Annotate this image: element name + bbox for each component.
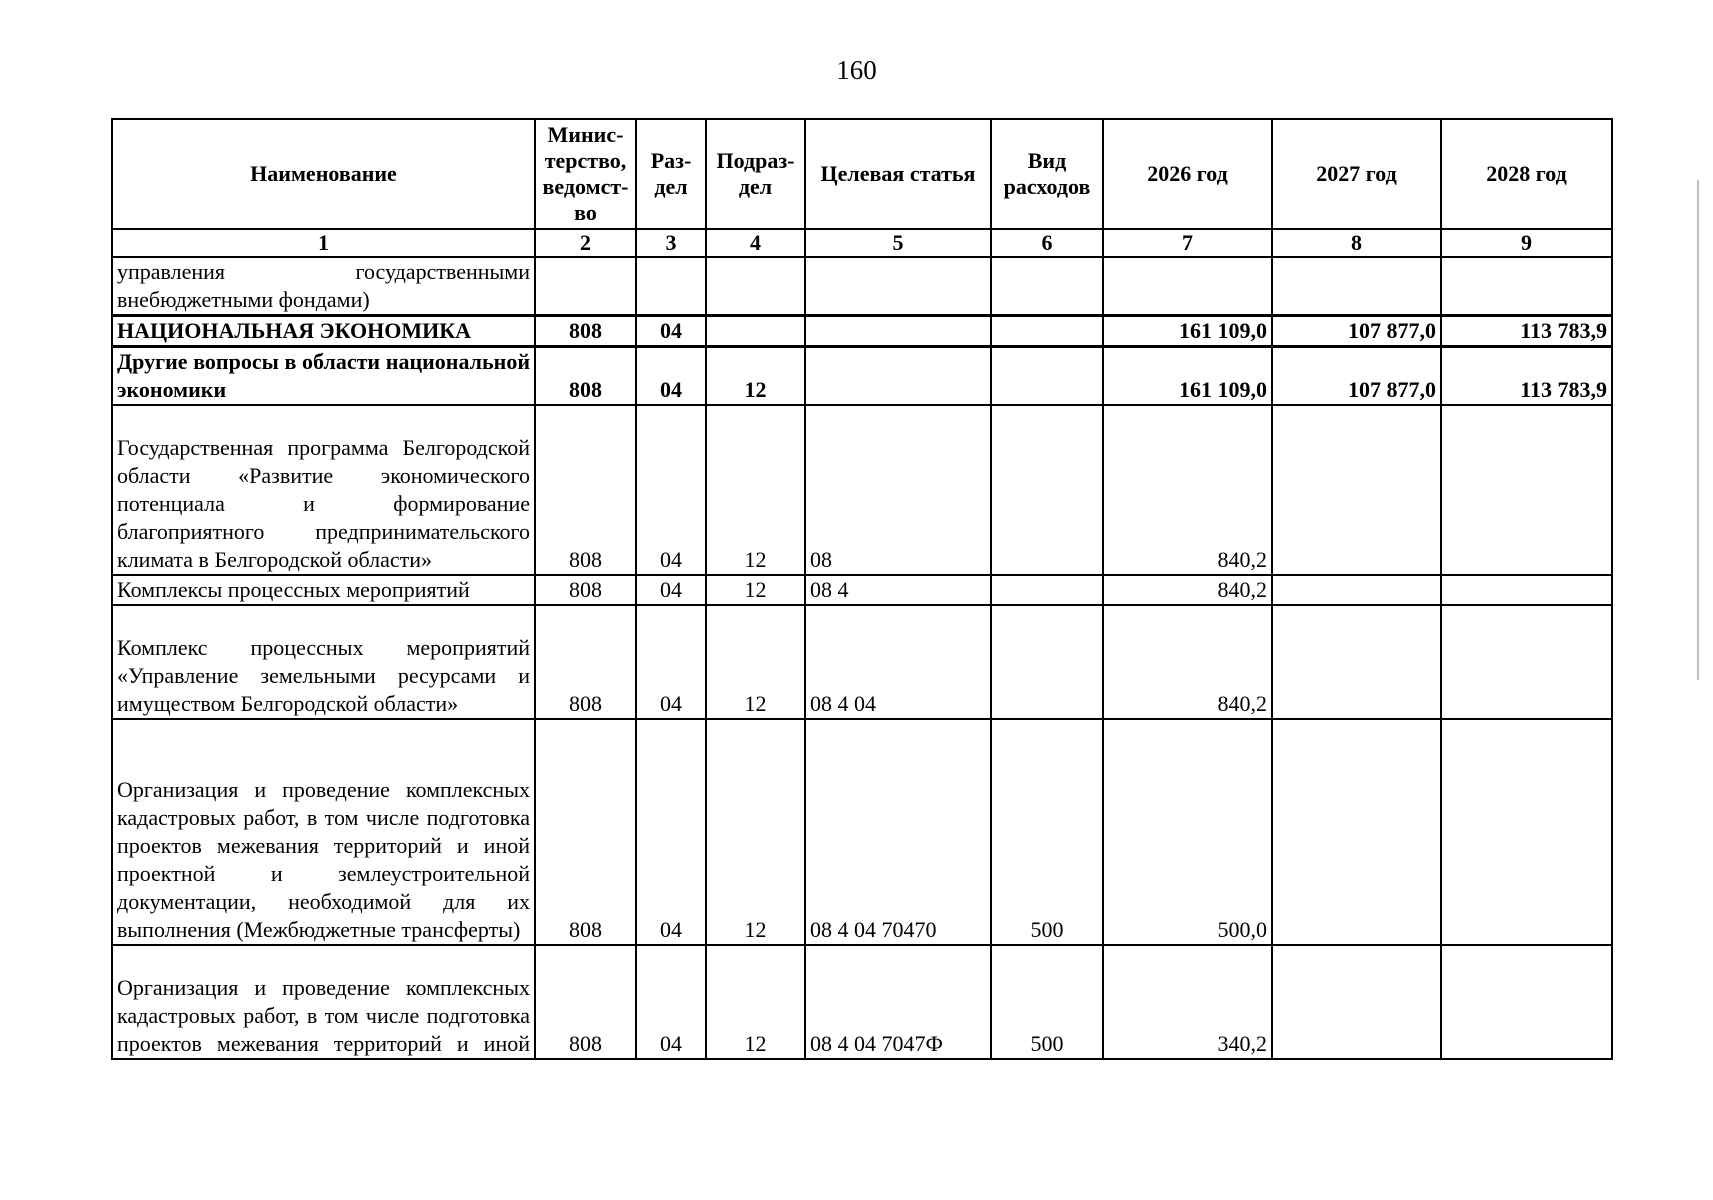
row-ministry: 808 [535,347,636,406]
row-subsection: 12 [706,347,805,406]
row-target-article [805,257,991,316]
table-row [112,316,1612,347]
column-number: 9 [1441,229,1612,257]
scan-edge-line [1697,180,1699,680]
row-target-article: 08 4 04 [805,605,991,719]
row-ministry: 808 [535,575,636,605]
row-subsection: 12 [706,575,805,605]
row-expense-type: 500 [991,945,1103,1059]
row-name: Организация и проведение комплексных кадастровых работ, в том числе подготовка проектов межевания территорий и иной проектной и землеустроительной документации, необходимой для их выполнения (Межбюджетные трансферты) [112,719,535,945]
row-subsection: 12 [706,405,805,575]
row-subsection [706,257,805,316]
row-target-article: 08 4 04 7047Ф [805,945,991,1059]
column-number: 6 [991,229,1103,257]
row-ministry: 808 [535,605,636,719]
row-ministry: 808 [535,719,636,945]
header-target-article: Целевая статья [805,119,991,229]
row-2027 [1272,719,1441,945]
row-2026: 840,2 [1103,605,1272,719]
row-target-article: 08 4 [805,575,991,605]
header-section: Раз-дел [636,119,706,229]
row-2026: 161 109,0 [1103,316,1272,347]
row-2026 [1103,257,1272,316]
row-2028 [1441,257,1612,316]
table-row [112,719,1612,945]
budget-table [111,118,1613,1060]
row-2026: 500,0 [1103,719,1272,945]
row-expense-type: 500 [991,719,1103,945]
row-name: Комплексы процессных мероприятий [112,575,535,605]
row-2026: 840,2 [1103,575,1272,605]
table-row [112,257,1612,316]
row-2028 [1441,575,1612,605]
row-section: 04 [636,316,706,347]
row-expense-type [991,257,1103,316]
row-ministry: 808 [535,316,636,347]
row-2028: 113 783,9 [1441,316,1612,347]
row-expense-type [991,316,1103,347]
row-2027 [1272,605,1441,719]
header-2026: 2026 год [1103,119,1272,229]
header-2027: 2027 год [1272,119,1441,229]
row-ministry [535,257,636,316]
table-row [112,945,1612,1059]
table-row [112,347,1612,406]
row-expense-type [991,347,1103,406]
row-2027: 107 877,0 [1272,316,1441,347]
row-name: Государственная программа Белгородской области «Развитие экономического потенциала и формирование благоприятного предпринимательского климата в Белгородской области» [112,405,535,575]
row-subsection: 12 [706,719,805,945]
row-section: 04 [636,945,706,1059]
row-expense-type [991,575,1103,605]
row-name: управления государственными внебюджетными фондами) [112,257,535,316]
row-section: 04 [636,575,706,605]
table-row [112,575,1612,605]
row-2028: 113 783,9 [1441,347,1612,406]
row-name: Комплекс процессных мероприятий «Управление земельными ресурсами и имуществом Белгородской области» [112,605,535,719]
row-ministry: 808 [535,405,636,575]
row-ministry: 808 [535,945,636,1059]
column-number: 4 [706,229,805,257]
row-section: 04 [636,605,706,719]
row-name: Организация и проведение комплексных кадастровых работ, в том числе подготовка проектов межевания территорий и иной [112,945,535,1059]
row-section: 04 [636,405,706,575]
header-ministry: Минис-терство, ведомст-во [535,119,636,229]
row-section: 04 [636,719,706,945]
row-subsection: 12 [706,605,805,719]
row-2028 [1441,405,1612,575]
header-expense-type: Вид расходов [991,119,1103,229]
row-2026: 840,2 [1103,405,1272,575]
row-name: НАЦИОНАЛЬНАЯ ЭКОНОМИКА [112,316,535,347]
row-section [636,257,706,316]
table-header-row [112,119,1612,229]
column-number: 5 [805,229,991,257]
header-subsection: Подраз-дел [706,119,805,229]
row-2027: 107 877,0 [1272,347,1441,406]
row-2027 [1272,945,1441,1059]
row-2027 [1272,405,1441,575]
row-2028 [1441,719,1612,945]
row-target-article [805,347,991,406]
row-2027 [1272,575,1441,605]
page-number: 160 [836,55,877,85]
row-2028 [1441,605,1612,719]
header-name: Наименование [112,119,535,229]
row-2026: 340,2 [1103,945,1272,1059]
table-row [112,605,1612,719]
column-number: 8 [1272,229,1441,257]
row-expense-type [991,605,1103,719]
row-expense-type [991,405,1103,575]
row-target-article: 08 [805,405,991,575]
table-row [112,405,1612,575]
row-name: Другие вопросы в области национальной экономики [112,347,535,406]
row-subsection: 12 [706,945,805,1059]
row-2026: 161 109,0 [1103,347,1272,406]
row-2027 [1272,257,1441,316]
row-subsection [706,316,805,347]
column-number: 3 [636,229,706,257]
row-target-article [805,316,991,347]
column-number: 2 [535,229,636,257]
row-2028 [1441,945,1612,1059]
column-number: 1 [112,229,535,257]
row-section: 04 [636,347,706,406]
column-number: 7 [1103,229,1272,257]
header-2028: 2028 год [1441,119,1612,229]
row-target-article: 08 4 04 70470 [805,719,991,945]
column-numbers-row [112,229,1612,257]
